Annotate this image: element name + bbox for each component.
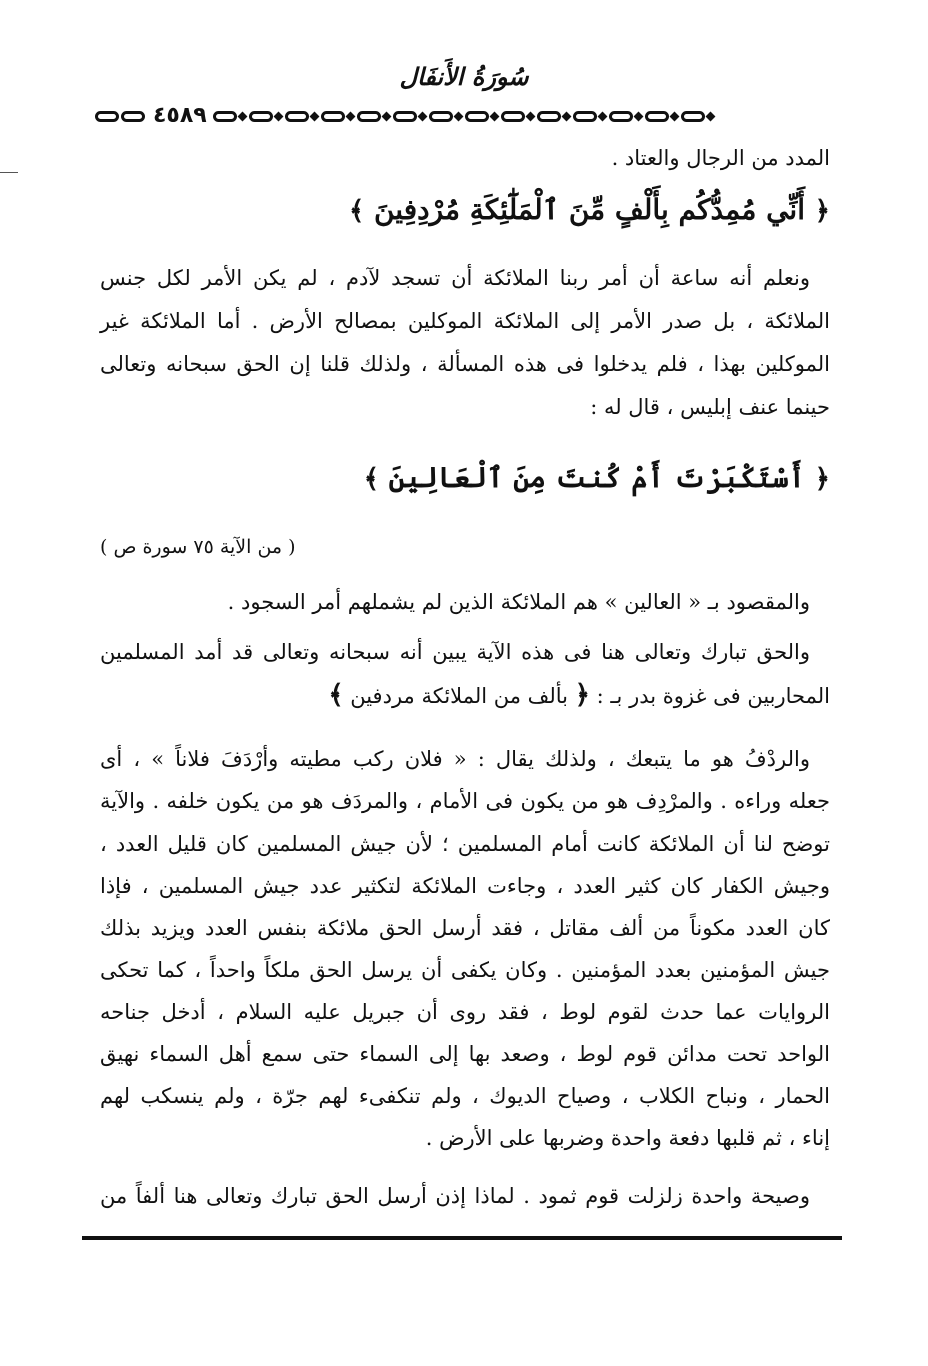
para4-line8: الواحد تحت مدائن قوم لوط ، وصعد بها إلى السماء حتى سمع أهل السماء نهيق	[100, 1042, 830, 1066]
body-text	[100, 0, 830, 1366]
quran-verse-1: ﴿ أَنِّي مُمِدُّكُم بِأَلْفٍ مِّنَ ٱلْمَلَٰٓئِكَةِ مُرْدِفِينَ ﴾	[348, 193, 830, 226]
para3-line2: المحاربين فى غزوة بدر بـ : ﴿ بألف من الملائكة مردفين ﴾	[328, 680, 830, 710]
para4-line1: والردْفُ هو ما يتبعك ، ولذلك يقال : « فلان ركب مطيته وأرْدَفَ فلاناً » ، أى	[100, 747, 810, 771]
para4-line10: إناء ، ثم قلبها دفعة واحدة وضربها على الأرض .	[425, 1126, 830, 1150]
intro-line: المدد من الرجال والعتاد .	[611, 146, 830, 170]
para1-line4: حينما عنف إبليس ، قال له :	[590, 395, 830, 419]
para1-line1: ونعلم أنه ساعة أن أمر ربنا الملائكة أن تسجد لآدم ، لم يكن الأمر لكل جنس	[100, 266, 810, 290]
page-number: ٤٥٨٩	[153, 103, 207, 128]
para3-quote: بألف من الملائكة مردفين	[350, 684, 569, 708]
para4-line6: جيش المؤمنين بعدد المؤمنين . وكان يكفى أن يرسل الحق ملكاً واحداً ، كما تحكى	[100, 958, 830, 982]
footer-rule	[82, 1236, 842, 1240]
surah-title: سُورَةُ الأَنفَال	[399, 62, 529, 91]
para5: وصيحة واحدة زلزلت قوم ثمود . لماذا إذن أرسل الحق تبارك وتعالى هنا ألفاً من	[100, 1184, 810, 1208]
quran-verse-2: ﴿ أَسْتَكْبَرْتَ أَمْ كُنتَ مِنَ ٱلْعَالِينَ ﴾	[363, 461, 830, 494]
para3-line1: والحق تبارك وتعالى هنا فى هذه الآية يبين أنه سبحانه وتعالى قد أمد المسلمين	[100, 640, 810, 664]
para4-line9: الحمار ، ونباح الكلاب ، وصياح الديوك ، ولم تنكفىء لهم جرّة ، ولم ينسكب لهم	[100, 1084, 830, 1108]
scan-edge-mark	[0, 172, 18, 173]
para4-line4: وجيش الكفار كان كثير العدد ، وجاءت الملائكة لتكثير عدد جيش المسلمين ، فإذا	[100, 874, 830, 898]
para4-line7: الروايات عما حدث لقوم لوط ، فقد روى أن جبريل عليه السلام ، أدخل جناحه	[100, 1000, 830, 1024]
para1-line2: الملائكة ، بل صدر الأمر إلى الملائكة الموكلين بمصالح الأرض . أما الملائكة غير	[100, 309, 830, 333]
para4-line3: توضح لنا أن الملائكة كانت أمام المسلمين ؛ لأن جيش المسلمين كان قليل العدد ،	[100, 832, 830, 856]
para4-line5: كان العدد مكوناً من ألف مقاتل ، فقد أرسل الحق ملائكة بنفس العدد ويزيد بذلك	[100, 916, 830, 940]
para1-line3: الموكلين بهذا ، فلم يدخلوا فى هذه المسألة ، ولذلك قلنا إن الحق سبحانه وتعالى	[100, 352, 830, 376]
para4-line2: جعله وراءه . والمرْدِف هو من يكون فى الأمام ، والمردَف هو من يكون خلفه . والآية	[100, 789, 830, 813]
para2: والمقصود بـ « العالين » هم الملائكة الذين لم يشملهم أمر السجود .	[227, 590, 810, 614]
verse2-reference: ( من الآية ٧٥ سورة ص )	[100, 536, 296, 558]
